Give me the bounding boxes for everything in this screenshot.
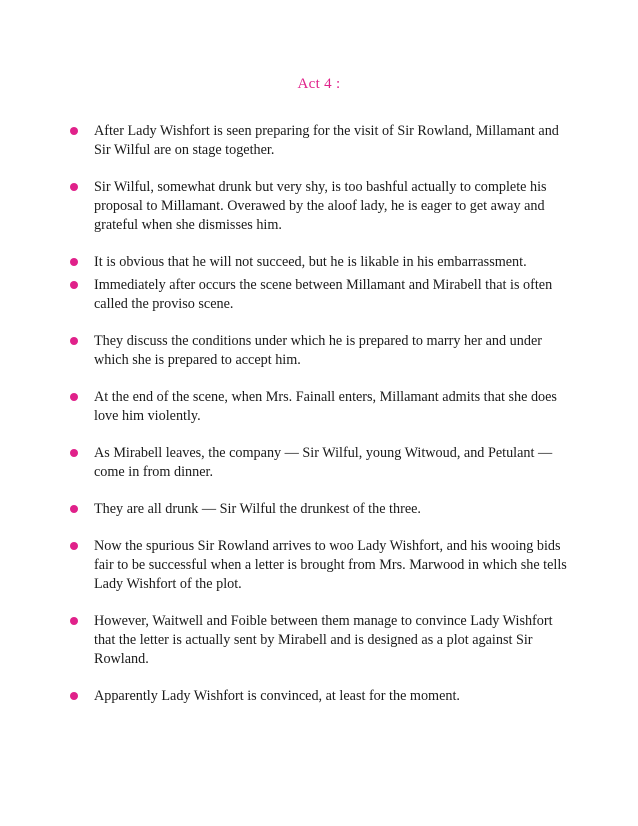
list-item [70, 500, 570, 519]
list-item [70, 388, 570, 426]
list-item [70, 537, 570, 594]
act-heading: Act 4 : [297, 76, 341, 92]
list-item-text: They are all drunk — Sir Wilful the drunkest of the three. [94, 501, 421, 517]
bullet-icon [70, 692, 78, 700]
list-item [70, 687, 570, 706]
bullet-icon [70, 281, 78, 289]
list-item [70, 122, 570, 160]
list-item-text: As Mirabell leaves, the company — Sir Wilful, young Witwoud, and Petulant — come in from dinner. [94, 445, 553, 480]
bullet-icon [70, 542, 78, 550]
list-item [70, 253, 570, 272]
bullet-icon [70, 505, 78, 513]
bullet-icon [70, 258, 78, 266]
list-item [70, 444, 570, 482]
list-item-text: However, Waitwell and Foible between them manage to convince Lady Wishfort that the letter is actually sent by Mirabell and is designed as a plot against Sir Rowland. [94, 613, 553, 667]
list-item-text: Sir Wilful, somewhat drunk but very shy, is too bashful actually to complete his proposal to Millamant. Overawed by the aloof lady, he is eager to get away and grateful when she dismisses him. [94, 179, 547, 233]
list-item [70, 276, 570, 314]
list-item-text: Immediately after occurs the scene between Millamant and Mirabell that is often called the proviso scene. [94, 277, 553, 312]
bullet-icon [70, 127, 78, 135]
bullet-icon [70, 183, 78, 191]
bullet-icon [70, 393, 78, 401]
bullet-icon [70, 449, 78, 457]
list-item-text: They discuss the conditions under which he is prepared to marry her and under which she is prepared to accept him. [94, 333, 542, 368]
list-item-text: It is obvious that he will not succeed, but he is likable in his embarrassment. [94, 254, 527, 270]
list-item-text: After Lady Wishfort is seen preparing for the visit of Sir Rowland, Millamant and Sir Wilful are on stage together. [94, 123, 559, 158]
list-item [70, 178, 570, 235]
list-item [70, 612, 570, 669]
bullet-icon [70, 617, 78, 625]
bullet-icon [70, 337, 78, 345]
bullet-list [70, 122, 570, 724]
list-item-text: At the end of the scene, when Mrs. Fainall enters, Millamant admits that she does love him violently. [94, 389, 557, 424]
list-item [70, 332, 570, 370]
list-item-text: Now the spurious Sir Rowland arrives to woo Lady Wishfort, and his wooing bids fair to be successful when a letter is brought from Mrs. Marwood in which she tells Lady Wishfort of the plot. [94, 538, 567, 592]
list-item-text: Apparently Lady Wishfort is convinced, at least for the moment. [94, 688, 460, 704]
